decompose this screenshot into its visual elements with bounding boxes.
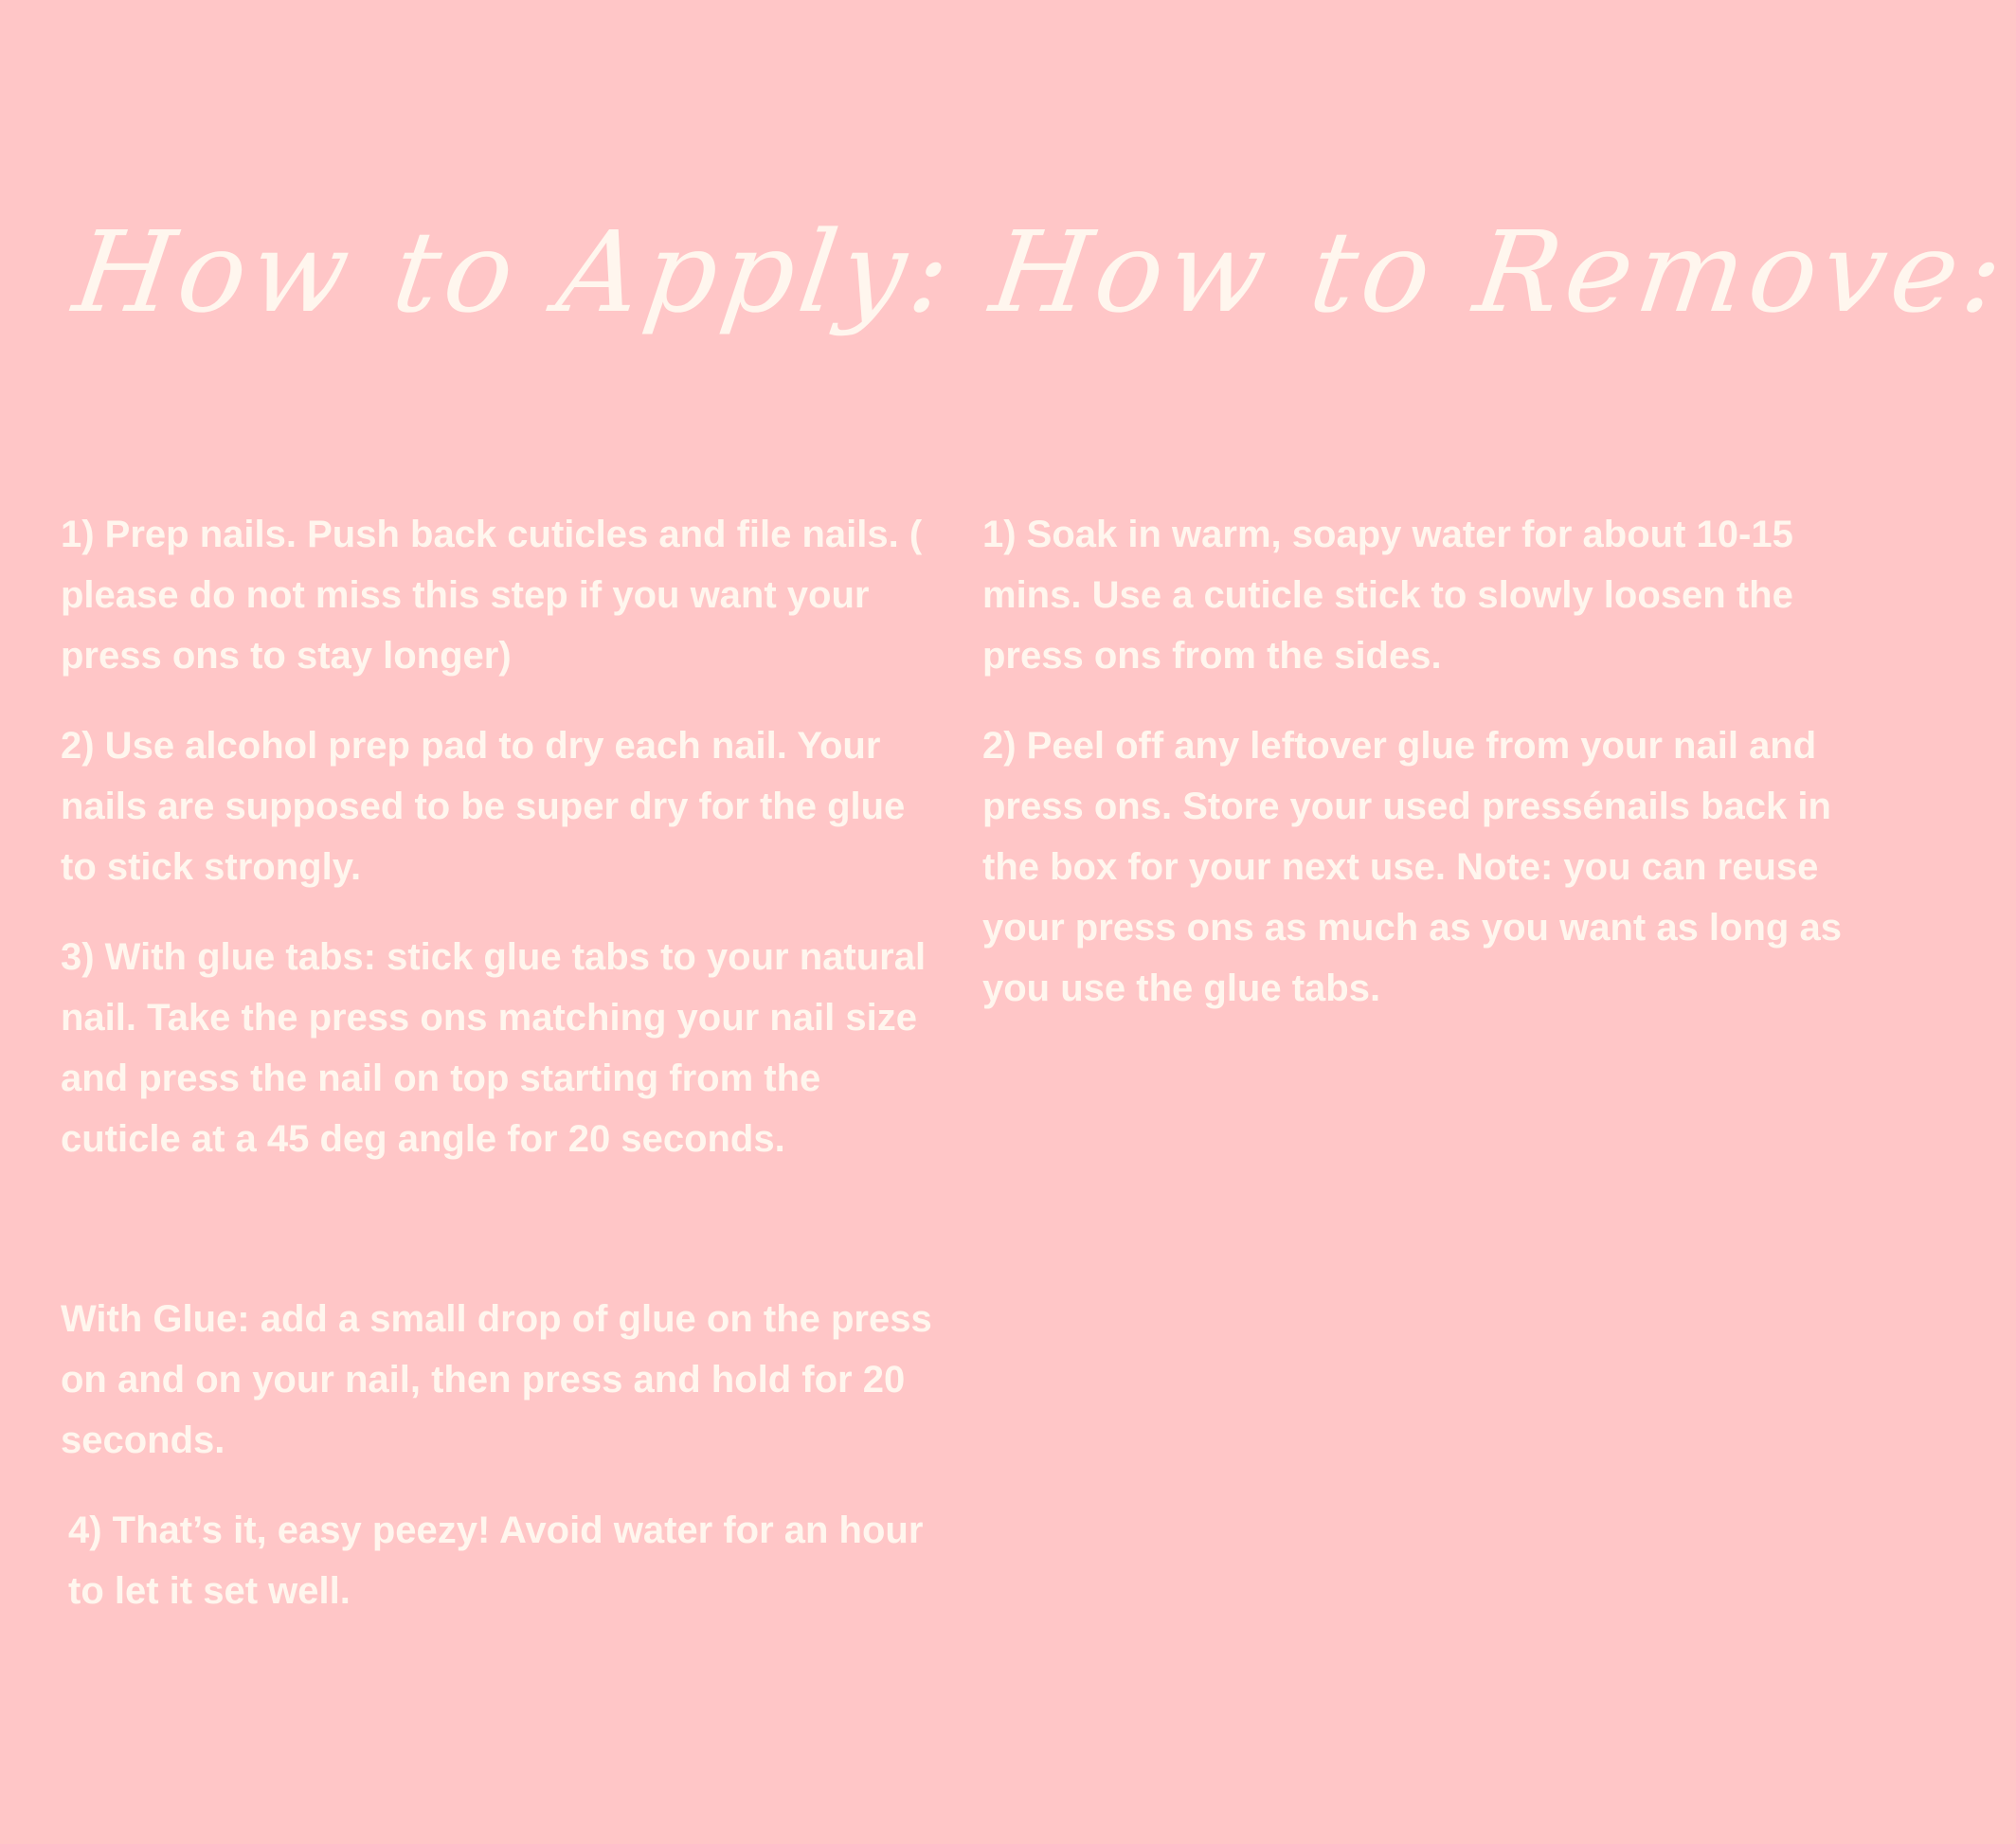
apply-step-2: 2) Use alcohol prep pad to dry each nail. Your nails are supposed to be super dry for the glue to stick strongly. (61, 725, 906, 888)
remove-step-1: 1) Soak in warm, soapy water for about 10-15 mins. Use a cuticle stick to slowly loosen the press ons from the sides. (982, 514, 1793, 677)
apply-heading: How to Apply: (66, 207, 963, 337)
remove-step-2: 2) Peel off any leftover glue from your nail and press ons. Store your used pressénails back in the box for your next use. Note: you can reuse your press ons as much as you want as long as you use the glue tabs. (982, 725, 1842, 1009)
remove-heading: How to Remove: (983, 207, 2016, 337)
apply-step-3: 3) With glue tabs: stick glue tabs to your natural nail. Take the press ons matching your nail size and press the nail on top starting from the cuticle at a 45 deg angle for 20 seconds. (61, 936, 927, 1160)
apply-with-glue: With Glue: add a small drop of glue on the press on and on your nail, then press and hold for 20 seconds. (61, 1298, 932, 1461)
apply-step-1: 1) Prep nails. Push back cuticles and file nails. ( please do not miss this step if you want your press ons to stay longer) (61, 514, 923, 677)
apply-step-4: 4) That’s it, easy peezy! Avoid water for an hour to let it set well. (68, 1510, 924, 1612)
